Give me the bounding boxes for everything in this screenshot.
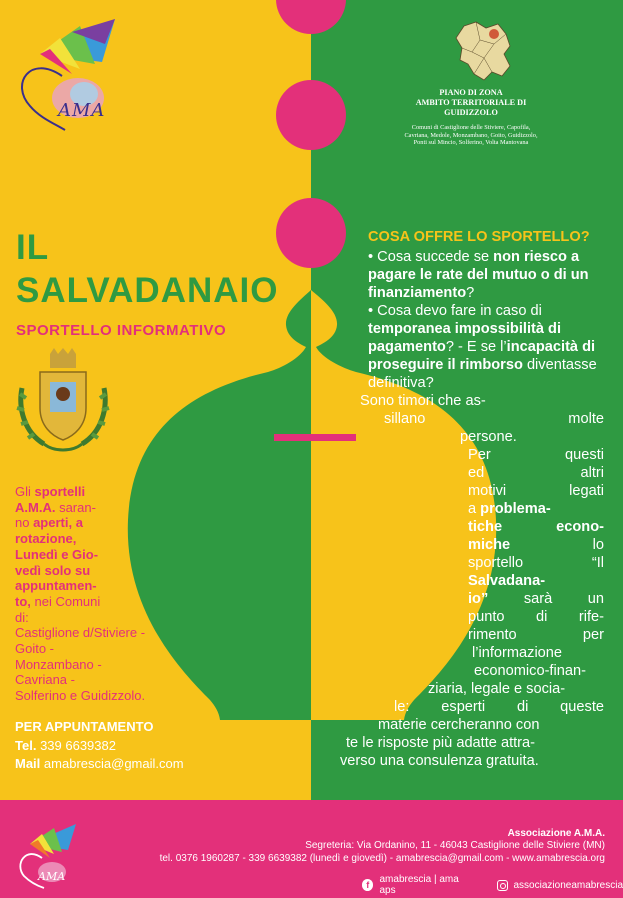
appointment-block <box>15 718 245 774</box>
description-line: sillano molte <box>384 411 604 427</box>
facebook-icon[interactable]: f <box>362 879 373 891</box>
piano-di-zona <box>396 88 546 147</box>
main-title-line: SALVADANAIO <box>16 271 279 310</box>
decor-circle-2 <box>276 80 346 150</box>
subtitle: SPORTELLO INFORMATIVO <box>16 322 227 339</box>
logo-text: AMA <box>58 100 106 121</box>
info-text: no <box>15 515 34 531</box>
mail-value[interactable]: amabrescia@gmail.com <box>43 756 184 771</box>
main-title-line: IL <box>16 228 50 267</box>
opening-info <box>15 484 155 704</box>
question-1 <box>368 248 608 302</box>
info-text: Lunedì e Gio- <box>15 546 99 562</box>
question-text: non riesco a pagare le rate del mutuo o di un finanziamento <box>368 249 589 301</box>
info-text: vedì solo su <box>15 562 91 578</box>
description-line: verso una consulenza gratuita. <box>340 753 539 769</box>
description-line: Per questi <box>468 447 604 463</box>
description-line: economico-finan- <box>474 663 586 679</box>
description-line: a problema- <box>468 501 551 517</box>
info-text: rotazione, <box>15 531 77 547</box>
info-text: di: <box>15 609 29 625</box>
question-text: incapacità di proseguire il rimborso <box>368 339 596 373</box>
description-line: te le risposte più adatte attra- <box>346 735 536 751</box>
instagram-handle[interactable]: associazioneamabrescia <box>513 879 623 891</box>
description-line: Sono timori che as- <box>360 393 486 409</box>
description-line: materie cercheranno con <box>378 717 540 733</box>
offer-heading: COSA OFFRE LO SPORTELLO? <box>368 229 590 245</box>
description-line: rimento per <box>468 627 604 643</box>
info-text: A.M.A. <box>15 499 56 515</box>
footer-social <box>362 874 623 896</box>
description-line: punto di rife- <box>468 609 604 625</box>
description-line: motivi legati <box>468 483 604 499</box>
info-text: Castiglione d/Stiviere - <box>15 625 146 641</box>
description-line: ed altri <box>468 465 604 481</box>
description-paragraph <box>340 392 604 770</box>
description-line: tiche econo- <box>468 519 604 535</box>
description-line: Salvadana- <box>468 573 546 589</box>
info-text: Goito - <box>15 641 55 657</box>
municipal-crest-icon <box>14 348 112 456</box>
tel-value[interactable]: 339 6639382 <box>40 737 116 753</box>
piano-comuni-line: Ponti sul Mincio, Solferino, Volta Mantovana <box>413 139 529 146</box>
association-address: Segreteria: Via Ordanino, 11 - 46043 Castiglione delle Stiviere (MN) <box>305 839 605 851</box>
info-text: Cavriana - <box>15 672 75 688</box>
info-text: nei Comuni <box>30 593 101 609</box>
info-text: appuntamen- <box>15 578 97 594</box>
question-text: • Cosa devo fare in caso di <box>368 303 542 319</box>
description-line: sportello “Il <box>468 555 604 571</box>
footer-contacts: tel. 0376 1960287 - 339 6639382 (lunedì e giovedì) - amabrescia@gmail.com - www.amabrescia.org <box>159 853 605 864</box>
association-name: Associazione A.M.A. <box>507 828 605 839</box>
description-line: persone. <box>460 429 517 445</box>
description-line: ziaria, legale e socia- <box>428 681 566 697</box>
question-text: diventasse definitiva? <box>368 357 597 391</box>
mail-label: Mail <box>15 756 41 771</box>
info-text: sportelli <box>34 484 86 499</box>
facebook-handle[interactable]: amabrescia | ama aps <box>379 874 459 896</box>
info-text: to, <box>15 593 31 609</box>
description-line: io” sarà un <box>468 591 604 607</box>
info-text: Monzambano - <box>15 656 102 672</box>
info-text: aperti, a <box>33 515 83 531</box>
question-text: ? <box>466 285 475 301</box>
territory-map <box>454 20 514 82</box>
main-title <box>16 226 278 312</box>
description-line: l’informazione <box>472 645 563 661</box>
appointment-heading: PER APPUNTAMENTO <box>15 719 154 734</box>
description-line: le: esperti di queste <box>394 699 604 715</box>
piano-comuni-line: Cavriana, Medole, Monzambano, Goito, Guidizzolo, <box>404 131 538 139</box>
footer-association <box>300 828 605 851</box>
instagram-icon[interactable] <box>497 880 508 891</box>
question-text: temporanea impossibilità di pagamento <box>368 321 562 355</box>
info-text: saran- <box>55 499 96 515</box>
piano-comuni-line: Comuni di Castiglione delle Stiviere, Capofila, <box>411 124 531 131</box>
info-text: Solferino e Guidizzolo. <box>15 688 146 704</box>
info-text: Gli <box>15 484 35 499</box>
piano-subtitle: AMBITO TERRITORIALE DI GUIDIZZOLO <box>415 98 527 117</box>
tel-label: Tel. <box>15 737 37 753</box>
description-line: miche lo <box>468 537 604 553</box>
question-2 <box>368 302 608 392</box>
footer-logo-text: AMA <box>38 870 66 883</box>
decor-circle-3 <box>276 198 346 268</box>
question-text: ? - E se l’ <box>445 339 507 355</box>
question-text: • Cosa succede se <box>368 249 494 265</box>
piano-title: PIANO DI ZONA <box>439 88 503 97</box>
